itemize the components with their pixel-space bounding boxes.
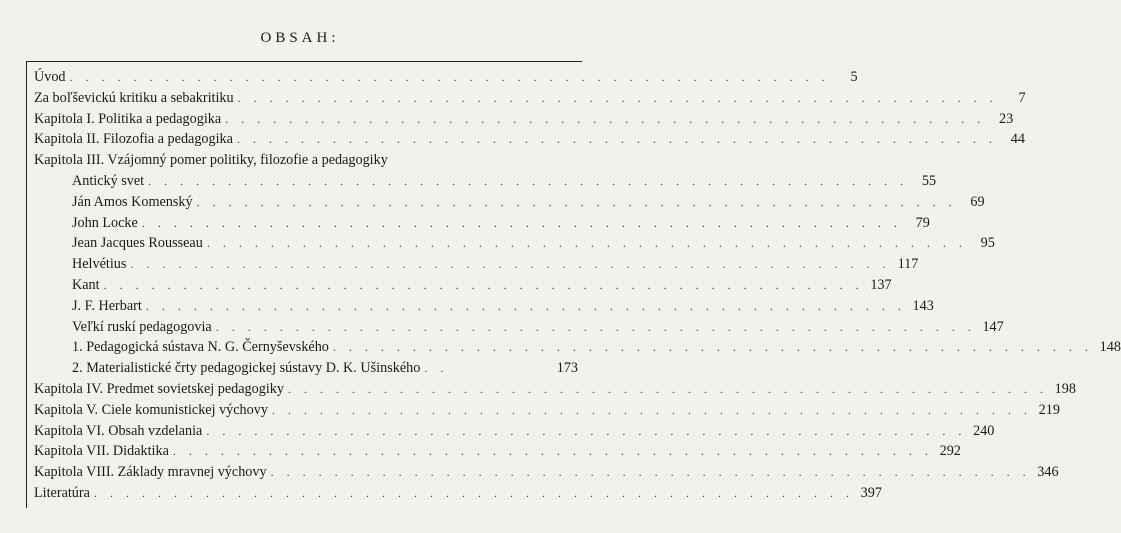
toc-entry — [34, 443, 961, 464]
dot-leader: . . . . . . . . . . . . . . . . . . . . . . . . . . . . . . . . . . . . . . . . . . . . . . . . — [332, 340, 1093, 355]
toc-entry-page: 117 — [897, 256, 919, 273]
dot-leader: . . . . . . . . . . . . . . . . . . . . . . . . . . . . . . . . . . . . . . . . . . . . . . . . — [287, 381, 1048, 396]
toc-entry-label: Kapitola V. Ciele komunistickej výchovy — [34, 401, 268, 418]
toc-entry-label: Kapitola VI. Obsah vzdelania — [34, 422, 203, 439]
toc-subentry — [34, 318, 1004, 340]
toc-entry — [34, 131, 1025, 152]
toc-entry-label: Ján Amos Komenský — [72, 193, 193, 210]
toc-entry-label: Veľkí ruskí pedagogovia — [72, 318, 212, 335]
toc-entry — [34, 484, 882, 506]
toc-entry-page: 147 — [982, 318, 1004, 335]
toc-entry-label: John Locke — [72, 214, 138, 231]
toc-entry-page: 44 — [1010, 131, 1025, 148]
dot-leader: . . . . . . . . . . . . . . . . . . . . . . . . . . . . . . . . . . . . . . . . . . . . . . . . — [148, 173, 909, 188]
toc-entry-label: J. F. Herbart — [72, 297, 142, 314]
dot-leader: . . . . . . . . . . . . . . . . . . . . . . . . . . . . . . . . . . . . . . . . . . . . . . . . — [215, 319, 976, 334]
toc-entry-label: Kapitola IV. Predmet sovietskej pedagogiky — [34, 380, 284, 397]
toc-entry-page: 397 — [860, 484, 882, 501]
toc-entry-page: 7 — [1018, 89, 1026, 106]
toc-entry-page: 173 — [556, 360, 578, 377]
toc-entry-page: 198 — [1054, 380, 1076, 397]
toc-entry-label: Kant — [72, 276, 100, 293]
dot-leader: . . . . . . . . . . . . . . . . . . . . . . . . . . . . . . . . . . . . . . . . . . . . . . . . — [172, 444, 933, 459]
toc-subentry — [34, 235, 995, 256]
table-of-contents — [34, 69, 1121, 506]
toc-entry-label: Literatúra — [34, 484, 90, 501]
dot-leader: . . — [424, 361, 449, 376]
toc-entry-label: Kapitola I. Politika a pedagogika — [34, 110, 222, 127]
toc-entry-label: Kapitola VIII. Základy mravnej výchovy — [34, 464, 267, 481]
toc-entry-page: 346 — [1037, 464, 1059, 481]
toc-entry-page: 143 — [912, 297, 934, 314]
toc-entry — [34, 89, 1026, 111]
toc-entry-page: 292 — [939, 443, 961, 460]
dot-leader: . . . . . . . . . . . . . . . . . . . . . . . . . . . . . . . . . . . . . . . . . . . . . . . . — [271, 402, 1032, 417]
dot-leader: . . . . . . . . . . . . . . . . . . . . . . . . . . . . . . . . . . . . . . . . . . . . . . . . — [225, 111, 986, 126]
toc-entry-page: 5 — [850, 69, 858, 85]
toc-subentry — [34, 172, 937, 194]
toc-entry — [34, 401, 1060, 423]
dot-leader: . . . . . . . . . . . . . . . . . . . . . . . . . . . . . . . . . . . . . . . . . . . . . . . . — [270, 465, 1031, 480]
toc-entry — [34, 464, 1059, 485]
dot-leader: . . . . . . . . . . . . . . . . . . . . . . . . . . . . . . . . . . . . . . . . . . . . . . . . — [93, 485, 854, 500]
toc-entry-label: Kapitola III. Vzájomný pomer politiky, filozofie a pedagogiky — [34, 152, 388, 169]
toc-entry-page: 79 — [915, 214, 930, 231]
toc-subentry — [34, 256, 919, 277]
dot-leader: . . . . . . . . . . . . . . . . . . . . . . . . . . . . . . . . . . . . . . . . . . . . . . . . — [130, 257, 891, 272]
toc-entry-label: Úvod — [34, 69, 66, 85]
toc-subentry — [34, 193, 985, 215]
dot-leader: . . . . . . . . . . . . . . . . . . . . . . . . . . . . . . . . . . . . . . . . . . . . . . . . — [206, 423, 967, 438]
toc-subentry — [34, 360, 578, 381]
toc-entry — [34, 110, 1014, 132]
dot-leader: . . . . . . . . . . . . . . . . . . . . . . . . . . . . . . . . . . . . . . . . . . . . . . . . — [69, 70, 830, 84]
toc-entry-label: Za boľševickú kritiku a sebakritiku — [34, 89, 234, 106]
toc-entry-page: 148 — [1099, 339, 1121, 356]
dot-leader: . . . . . . . . . . . . . . . . . . . . . . . . . . . . . . . . . . . . . . . . . . . . . . . . — [103, 277, 864, 292]
toc-entry-label: Kapitola II. Filozofia a pedagogika — [34, 131, 233, 148]
toc-entry-label: 2. Materialistické črty pedagogickej sústavy D. K. Ušinského — [72, 360, 421, 377]
toc-subentry — [34, 214, 930, 236]
toc-entry-page: 137 — [870, 276, 892, 293]
toc-entry — [34, 152, 578, 173]
toc-entry-page: 219 — [1038, 401, 1060, 418]
toc-subentry — [34, 297, 934, 319]
dot-leader: . . . . . . . . . . . . . . . . . . . . . . . . . . . . . . . . . . . . . . . . . . . . . . . . — [206, 236, 967, 251]
dot-leader: . . . . . . . . . . . . . . . . . . . . . . . . . . . . . . . . . . . . . . . . . . . . . . . . — [141, 215, 902, 230]
toc-entry-page: 95 — [980, 235, 995, 252]
toc-entry — [34, 69, 858, 90]
toc-entry-page: 69 — [970, 193, 985, 210]
toc-entry-label: Helvétius — [72, 256, 127, 273]
toc-entry-page: 55 — [921, 172, 937, 189]
toc-entry-label: Antický svet — [72, 172, 145, 189]
dot-leader: . . . . . . . . . . . . . . . . . . . . . . . . . . . . . . . . . . . . . . . . . . . . . . . . — [145, 298, 906, 313]
toc-entry-label: Jean Jacques Rousseau — [72, 235, 203, 252]
toc-entry-label: 1. Pedagogická sústava N. G. Černyševského — [72, 339, 329, 356]
toc-subentry — [34, 339, 1121, 360]
toc-entry-page: 240 — [973, 422, 995, 439]
toc-entry — [34, 380, 1076, 402]
dot-leader: . . . . . . . . . . . . . . . . . . . . . . . . . . . . . . . . . . . . . . . . . . . . . . . . — [237, 90, 998, 105]
contents-heading: OBSAH: — [260, 30, 340, 46]
toc-entry-page: 23 — [998, 110, 1014, 127]
toc-entry-label: Kapitola VII. Didaktika — [34, 443, 169, 460]
toc-entry — [34, 422, 995, 444]
toc-subentry — [34, 276, 892, 298]
dot-leader: . . . . . . . . . . . . . . . . . . . . . . . . . . . . . . . . . . . . . . . . . . . . . . . . — [236, 132, 997, 147]
dot-leader: . . . . . . . . . . . . . . . . . . . . . . . . . . . . . . . . . . . . . . . . . . . . . . . . — [196, 194, 957, 209]
